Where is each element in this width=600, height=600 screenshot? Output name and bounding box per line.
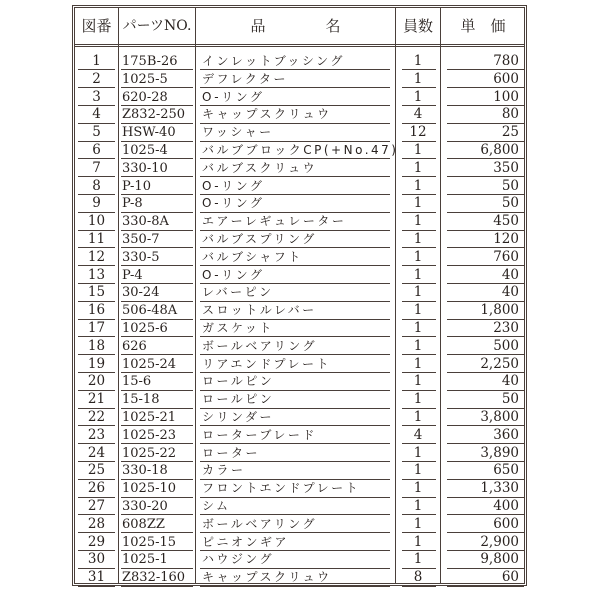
cell-part: P-8 <box>122 196 143 212</box>
cell-price: 50 <box>501 391 519 408</box>
cell-name: ボールベアリング <box>202 338 318 353</box>
cell-qty: 1 <box>413 373 423 390</box>
cell-price: 350 <box>493 159 519 176</box>
cell-part: 1025-24 <box>122 356 177 372</box>
cell-name: リアエンドプレート <box>202 356 332 371</box>
column-divider <box>118 8 119 583</box>
cell-fig: 3 <box>92 88 101 105</box>
cell-qty: 1 <box>413 142 423 158</box>
cell-price: 1,330 <box>480 480 519 497</box>
cell-name: ガスケット <box>202 321 274 335</box>
cell-underline <box>121 586 193 587</box>
column-divider <box>195 8 196 583</box>
cell-qty: 1 <box>413 53 423 69</box>
cell-price: 230 <box>493 320 519 336</box>
cell-fig: 18 <box>87 337 106 354</box>
cell-price: 50 <box>501 177 519 194</box>
cell-fig: 27 <box>87 498 106 514</box>
cell-part: 330-5 <box>122 249 160 265</box>
cell-part: P-10 <box>122 178 151 194</box>
cell-price: 80 <box>501 106 519 123</box>
cell-part: 330-20 <box>122 499 168 514</box>
cell-price: 50 <box>501 195 519 212</box>
cell-name: エアーレギュレーター <box>202 214 347 229</box>
cell-price: 120 <box>493 231 519 247</box>
cell-name: シリンダー <box>202 410 275 424</box>
cell-fig: 10 <box>87 213 106 230</box>
cell-name: バルブスクリュウ <box>202 160 318 175</box>
cell-fig: 21 <box>87 391 106 408</box>
cell-fig: 23 <box>87 426 106 443</box>
cell-part: HSW-40 <box>122 125 176 141</box>
cell-qty: 1 <box>413 480 423 497</box>
cell-qty: 1 <box>413 551 423 568</box>
cell-fig: 22 <box>87 409 106 425</box>
cell-qty: 1 <box>413 355 423 372</box>
cell-qty: 8 <box>413 569 423 586</box>
cell-part: 350-7 <box>122 232 160 247</box>
cell-price: 650 <box>493 462 519 479</box>
cell-price: 1,800 <box>480 302 519 319</box>
cell-price: 40 <box>501 373 519 390</box>
cell-fig: 6 <box>92 142 101 158</box>
cell-name: ロールピン <box>202 392 275 407</box>
cell-fig: 13 <box>87 266 106 283</box>
cell-name: ピニオンギア <box>202 534 290 549</box>
cell-fig: 30 <box>87 551 106 568</box>
cell-underline <box>447 586 524 587</box>
cell-fig: 19 <box>87 355 106 372</box>
header-fig-no: 図番 <box>81 17 112 35</box>
cell-part: 1025-1 <box>122 552 168 568</box>
cell-fig: 24 <box>87 444 106 461</box>
cell-name: ボールベアリング <box>202 516 318 531</box>
cell-qty: 1 <box>413 533 423 550</box>
cell-fig: 25 <box>87 462 106 479</box>
cell-fig: 29 <box>87 533 106 550</box>
cell-name: O-リング <box>202 267 265 282</box>
cell-qty: 1 <box>413 195 423 212</box>
cell-fig: 31 <box>87 569 106 586</box>
cell-fig: 28 <box>87 515 106 532</box>
cell-part: 506-48A <box>122 303 178 319</box>
cell-price: 2,250 <box>480 355 519 372</box>
cell-underline <box>200 586 390 587</box>
cell-underline <box>402 586 436 587</box>
cell-qty: 1 <box>413 88 423 105</box>
cell-part: P-4 <box>122 267 143 283</box>
cell-part: Z832-160 <box>122 570 186 586</box>
cell-name: バルブスプリング <box>202 232 317 246</box>
header-qty: 員数 <box>402 17 433 35</box>
cell-price: 600 <box>493 515 519 532</box>
cell-qty: 1 <box>413 302 423 319</box>
cell-name: スロットルレバー <box>202 303 317 318</box>
cell-fig: 9 <box>92 195 101 212</box>
cell-qty: 4 <box>413 426 423 443</box>
cell-part: 608ZZ <box>122 516 165 532</box>
cell-fig: 11 <box>87 231 106 247</box>
cell-name: キャップスクリュウ <box>202 107 332 122</box>
cell-fig: 2 <box>92 70 101 87</box>
cell-price: 780 <box>493 53 519 69</box>
cell-qty: 12 <box>409 124 427 141</box>
cell-price: 360 <box>493 426 519 443</box>
cell-name: キャップスクリュウ <box>202 570 332 585</box>
cell-fig: 17 <box>87 320 106 336</box>
cell-qty: 1 <box>413 231 423 247</box>
cell-fig: 16 <box>87 302 106 319</box>
cell-qty: 1 <box>413 337 423 354</box>
cell-fig: 8 <box>92 177 101 194</box>
cell-qty: 4 <box>413 106 423 123</box>
cell-name: シム <box>202 499 231 513</box>
cell-part: 1025-23 <box>122 427 177 443</box>
cell-qty: 1 <box>413 320 423 336</box>
cell-name: バルブシャフト <box>202 249 303 264</box>
parts-price-table <box>72 5 527 586</box>
cell-price: 3,800 <box>480 409 519 425</box>
cell-part: 15-18 <box>122 392 160 408</box>
cell-name: カラー <box>202 463 246 478</box>
cell-underline <box>78 586 115 587</box>
cell-name: レバーピン <box>202 285 274 300</box>
cell-fig: 15 <box>87 284 106 301</box>
cell-part: 330-18 <box>122 463 168 479</box>
cell-part: 1025-15 <box>122 534 177 550</box>
cell-price: 400 <box>493 498 519 514</box>
cell-qty: 1 <box>413 159 423 176</box>
cell-name: デフレクター <box>202 71 289 86</box>
cell-price: 40 <box>501 284 519 301</box>
cell-price: 40 <box>501 266 519 283</box>
cell-name: O-リング <box>202 89 265 104</box>
cell-part: Z832-250 <box>122 107 186 123</box>
cell-fig: 1 <box>92 53 101 69</box>
cell-name: ハウジング <box>202 552 274 567</box>
cell-fig: 4 <box>92 106 101 123</box>
cell-part: 1025-21 <box>122 410 177 425</box>
cell-fig: 20 <box>87 373 106 390</box>
cell-name: フロントエンドプレート <box>202 481 361 496</box>
cell-name: ワッシャー <box>202 125 274 140</box>
cell-name: O-リング <box>202 178 265 193</box>
header-price: 単 価 <box>460 17 506 35</box>
cell-price: 9,800 <box>480 551 519 568</box>
cell-part: 626 <box>122 338 147 354</box>
cell-qty: 1 <box>413 444 423 461</box>
cell-qty: 1 <box>413 70 423 87</box>
cell-part: 330-10 <box>122 160 168 176</box>
cell-fig: 7 <box>92 159 101 176</box>
cell-part: 1025-6 <box>122 321 168 336</box>
cell-part: 1025-22 <box>122 445 177 461</box>
cell-part: 1025-10 <box>122 481 177 497</box>
cell-qty: 1 <box>413 248 423 265</box>
cell-name: ローターブレード <box>202 427 317 442</box>
cell-price: 2,900 <box>480 533 519 550</box>
cell-name: バルブブロックCP(+No.47) <box>202 143 399 157</box>
cell-part: 30-24 <box>122 285 160 301</box>
cell-price: 450 <box>493 213 519 230</box>
cell-qty: 1 <box>413 266 423 283</box>
cell-part: 1025-4 <box>122 143 168 158</box>
cell-name: ローター <box>202 445 261 460</box>
cell-price: 25 <box>501 124 519 141</box>
cell-qty: 1 <box>413 391 423 408</box>
cell-fig: 12 <box>87 248 106 265</box>
cell-price: 60 <box>501 569 519 586</box>
cell-part: 330-8A <box>122 214 169 230</box>
cell-price: 6,800 <box>480 142 519 158</box>
cell-qty: 1 <box>413 409 423 425</box>
cell-price: 3,890 <box>480 444 519 461</box>
cell-part: 620-28 <box>122 89 168 105</box>
cell-price: 500 <box>493 337 519 354</box>
cell-price: 760 <box>493 248 519 265</box>
cell-name: O-リング <box>202 196 265 211</box>
cell-qty: 1 <box>413 213 423 230</box>
cell-qty: 1 <box>413 462 423 479</box>
cell-price: 600 <box>493 70 519 87</box>
cell-qty: 1 <box>413 515 423 532</box>
cell-name: インレットブッシング <box>202 54 345 68</box>
cell-qty: 1 <box>413 284 423 301</box>
cell-part: 15-6 <box>122 374 152 390</box>
cell-part: 175B-26 <box>122 54 178 69</box>
header-part-no: パーツNO. <box>122 18 192 34</box>
cell-fig: 5 <box>92 124 101 141</box>
header-divider <box>75 44 524 47</box>
cell-qty: 1 <box>413 498 423 514</box>
cell-name: ロールピン <box>202 374 275 389</box>
cell-price: 100 <box>493 88 519 105</box>
cell-fig: 26 <box>87 480 106 497</box>
cell-part: 1025-5 <box>122 71 168 87</box>
header-name: 品 名 <box>250 17 341 35</box>
cell-qty: 1 <box>413 177 423 194</box>
